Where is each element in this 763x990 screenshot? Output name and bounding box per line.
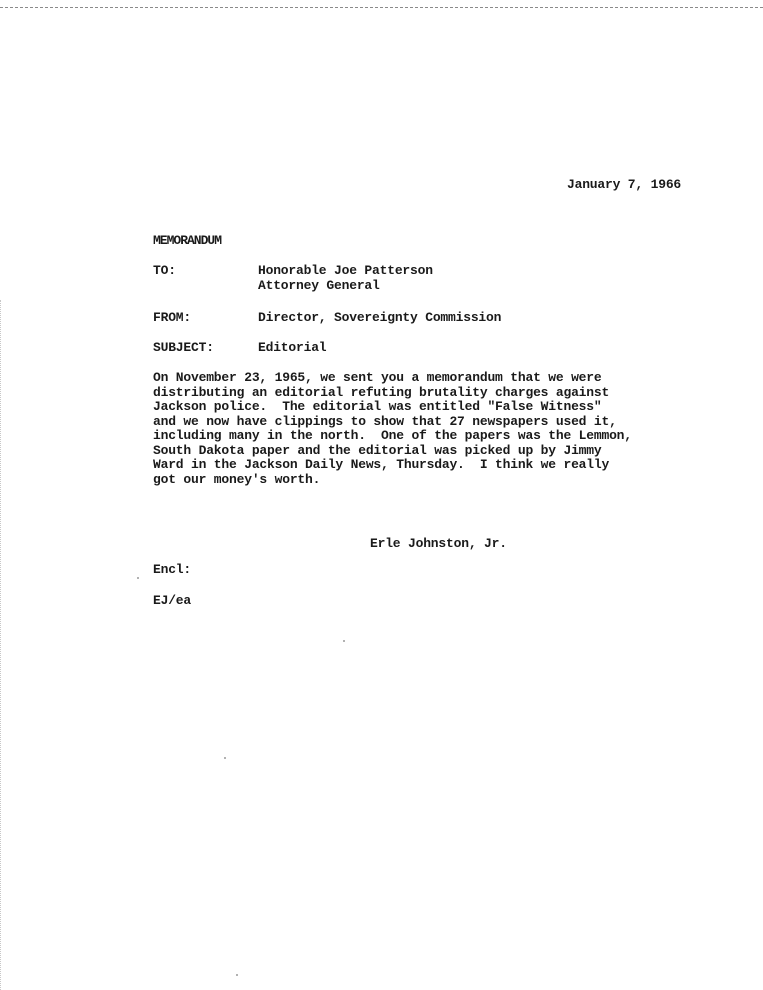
page-top-edge <box>0 0 763 8</box>
scan-speck <box>343 640 345 642</box>
body-line: including many in the north. One of the papers was the Lemmon, <box>153 428 632 443</box>
subject-value: Editorial <box>258 340 327 355</box>
to-recipient-name: Honorable Joe Patterson <box>258 263 433 278</box>
from-sender: Director, Sovereignty Commission <box>258 310 502 325</box>
enclosure-note: Encl: <box>153 562 192 577</box>
body-line: got our money's worth. <box>153 471 321 487</box>
to-label: TO: <box>153 263 176 278</box>
body-line: Jackson police. The editorial was entitled "False Witness" <box>153 399 602 414</box>
from-label: FROM: <box>153 310 192 325</box>
page-left-edge <box>0 300 2 990</box>
memo-heading: MEMORANDUM <box>153 233 222 248</box>
memo-body <box>153 371 632 487</box>
to-recipient-title: Attorney General <box>258 278 380 293</box>
scan-speck <box>137 577 139 579</box>
typist-initials: EJ/ea <box>153 593 192 608</box>
body-line: On November 23, 1965, we sent you a memorandum that we were <box>153 370 602 385</box>
body-line: and we now have clippings to show that 27 newspapers used it, <box>153 413 617 429</box>
body-line: distributing an editorial refuting brutality charges against <box>153 384 610 400</box>
scan-speck <box>224 757 226 759</box>
memo-date: January 7, 1966 <box>567 177 682 192</box>
signature-name: Erle Johnston, Jr. <box>370 536 507 551</box>
body-line: Ward in the Jackson Daily News, Thursday. I think we really <box>153 457 610 472</box>
scan-speck <box>236 974 238 976</box>
body-line: South Dakota paper and the editorial was picked up by Jimmy <box>153 442 602 458</box>
subject-label: SUBJECT: <box>153 340 214 355</box>
